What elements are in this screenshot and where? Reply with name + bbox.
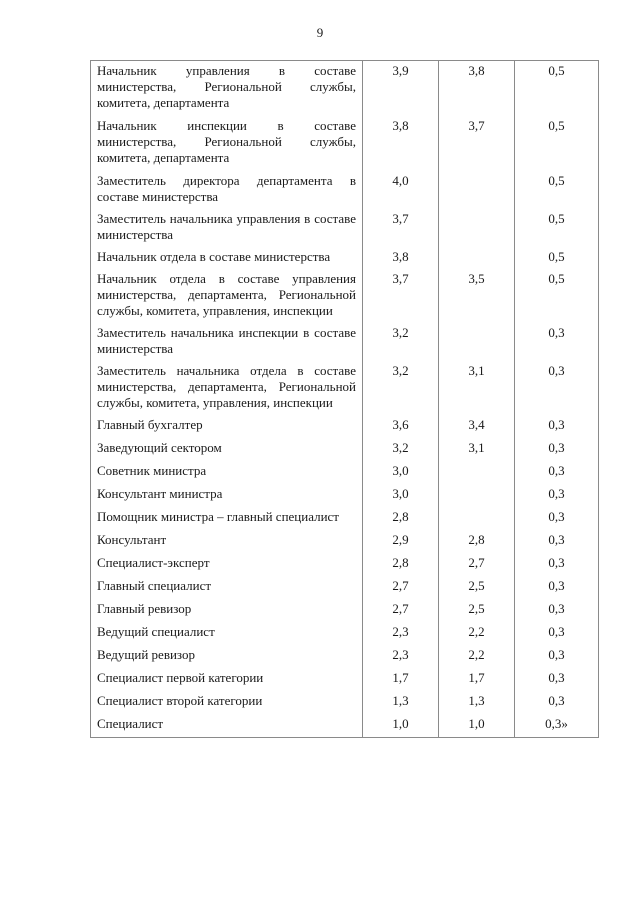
position-cell: Заместитель директора департамента в составе министерства bbox=[91, 171, 363, 209]
coefficient-3-cell: 0,3 bbox=[515, 599, 599, 622]
table-row bbox=[91, 622, 599, 645]
position-cell: Консультант министра bbox=[91, 484, 363, 507]
coefficient-1-cell: 1,3 bbox=[363, 691, 439, 714]
table-row bbox=[91, 530, 599, 553]
table-row bbox=[91, 576, 599, 599]
coefficient-1-cell: 3,7 bbox=[363, 269, 439, 323]
coefficient-1-cell: 2,9 bbox=[363, 530, 439, 553]
position-cell: Советник министра bbox=[91, 461, 363, 484]
coefficient-3-cell: 0,3 bbox=[515, 622, 599, 645]
coefficient-2-cell: 1,0 bbox=[439, 714, 515, 738]
page-number: 9 bbox=[316, 25, 324, 40]
coefficient-1-cell: 2,3 bbox=[363, 622, 439, 645]
position-cell: Помощник министра – главный специалист bbox=[91, 507, 363, 530]
coefficient-1-cell: 3,7 bbox=[363, 209, 439, 247]
position-cell: Ведущий специалист bbox=[91, 622, 363, 645]
coefficient-3-cell: 0,5 bbox=[515, 209, 599, 247]
coefficient-2-cell: 3,1 bbox=[439, 361, 515, 415]
coefficient-3-cell: 0,3 bbox=[515, 507, 599, 530]
coefficient-2-cell: 3,5 bbox=[439, 269, 515, 323]
table-row bbox=[91, 714, 599, 738]
coefficient-3-cell: 0,3 bbox=[515, 438, 599, 461]
coefficient-3-cell: 0,5 bbox=[515, 247, 599, 269]
table-row bbox=[91, 461, 599, 484]
position-cell: Главный специалист bbox=[91, 576, 363, 599]
coefficient-2-cell bbox=[439, 484, 515, 507]
coefficient-2-cell: 2,5 bbox=[439, 576, 515, 599]
coefficient-3-cell: 0,3 bbox=[515, 645, 599, 668]
coefficient-2-cell: 3,7 bbox=[439, 116, 515, 171]
position-cell: Заведующий сектором bbox=[91, 438, 363, 461]
positions-coefficients-table bbox=[90, 60, 599, 738]
coefficient-3-cell: 0,3 bbox=[515, 553, 599, 576]
coefficient-2-cell: 2,2 bbox=[439, 645, 515, 668]
table-row bbox=[91, 415, 599, 438]
table-row bbox=[91, 269, 599, 323]
coefficient-1-cell: 3,8 bbox=[363, 247, 439, 269]
coefficient-3-cell: 0,3 bbox=[515, 530, 599, 553]
position-cell: Консультант bbox=[91, 530, 363, 553]
coefficient-1-cell: 1,7 bbox=[363, 668, 439, 691]
coefficient-3-cell: 0,3» bbox=[515, 714, 599, 738]
table-row bbox=[91, 645, 599, 668]
table-row bbox=[91, 247, 599, 269]
table-row bbox=[91, 116, 599, 171]
position-cell: Специалист второй категории bbox=[91, 691, 363, 714]
coefficient-2-cell: 2,8 bbox=[439, 530, 515, 553]
table-row bbox=[91, 599, 599, 622]
coefficient-1-cell: 3,9 bbox=[363, 61, 439, 117]
position-cell: Специалист-эксперт bbox=[91, 553, 363, 576]
coefficient-1-cell: 3,8 bbox=[363, 116, 439, 171]
coefficient-3-cell: 0,5 bbox=[515, 269, 599, 323]
table-row bbox=[91, 438, 599, 461]
table-row bbox=[91, 668, 599, 691]
coefficient-2-cell: 2,2 bbox=[439, 622, 515, 645]
coefficient-3-cell: 0,5 bbox=[515, 61, 599, 117]
coefficient-2-cell bbox=[439, 247, 515, 269]
coefficient-1-cell: 3,6 bbox=[363, 415, 439, 438]
position-cell: Начальник отдела в составе управления министерства, департамента, Региональной службы, комитета, управления, инспекции bbox=[91, 269, 363, 323]
coefficient-3-cell: 0,3 bbox=[515, 484, 599, 507]
coefficient-3-cell: 0,3 bbox=[515, 415, 599, 438]
coefficient-2-cell bbox=[439, 209, 515, 247]
coefficient-1-cell: 2,8 bbox=[363, 507, 439, 530]
coefficient-2-cell bbox=[439, 507, 515, 530]
table-row bbox=[91, 361, 599, 415]
coefficient-2-cell: 3,8 bbox=[439, 61, 515, 117]
position-cell: Заместитель начальника инспекции в составе министерства bbox=[91, 323, 363, 361]
table-row bbox=[91, 209, 599, 247]
coefficient-3-cell: 0,3 bbox=[515, 323, 599, 361]
coefficient-1-cell: 2,3 bbox=[363, 645, 439, 668]
coefficient-2-cell: 3,4 bbox=[439, 415, 515, 438]
table-row bbox=[91, 61, 599, 117]
coefficient-3-cell: 0,5 bbox=[515, 116, 599, 171]
coefficient-1-cell: 2,7 bbox=[363, 599, 439, 622]
position-cell: Заместитель начальника отдела в составе министерства, департамента, Региональной службы, комитета, управления, инспекции bbox=[91, 361, 363, 415]
coefficient-2-cell: 1,3 bbox=[439, 691, 515, 714]
table-body bbox=[91, 61, 599, 738]
position-cell: Специалист bbox=[91, 714, 363, 738]
position-cell: Начальник инспекции в составе министерства, Региональной службы, комитета, департамента bbox=[91, 116, 363, 171]
position-cell: Специалист первой категории bbox=[91, 668, 363, 691]
coefficient-2-cell bbox=[439, 171, 515, 209]
coefficient-3-cell: 0,3 bbox=[515, 461, 599, 484]
position-cell: Главный бухгалтер bbox=[91, 415, 363, 438]
position-cell: Начальник отдела в составе министерства bbox=[91, 247, 363, 269]
coefficient-1-cell: 3,0 bbox=[363, 461, 439, 484]
position-cell: Ведущий ревизор bbox=[91, 645, 363, 668]
position-cell: Главный ревизор bbox=[91, 599, 363, 622]
coefficient-3-cell: 0,3 bbox=[515, 668, 599, 691]
coefficient-1-cell: 3,2 bbox=[363, 323, 439, 361]
table-row bbox=[91, 553, 599, 576]
position-cell: Начальник управления в составе министерства, Региональной службы, комитета, департамента bbox=[91, 61, 363, 117]
coefficient-1-cell: 2,8 bbox=[363, 553, 439, 576]
coefficient-1-cell: 2,7 bbox=[363, 576, 439, 599]
coefficient-1-cell: 3,0 bbox=[363, 484, 439, 507]
table-row bbox=[91, 484, 599, 507]
coefficient-2-cell bbox=[439, 461, 515, 484]
coefficient-2-cell: 1,7 bbox=[439, 668, 515, 691]
coefficient-3-cell: 0,3 bbox=[515, 691, 599, 714]
coefficient-1-cell: 3,2 bbox=[363, 438, 439, 461]
coefficient-2-cell: 2,7 bbox=[439, 553, 515, 576]
coefficient-3-cell: 0,3 bbox=[515, 361, 599, 415]
table-row bbox=[91, 507, 599, 530]
coefficient-1-cell: 3,2 bbox=[363, 361, 439, 415]
table-row bbox=[91, 171, 599, 209]
coefficient-2-cell bbox=[439, 323, 515, 361]
coefficient-3-cell: 0,3 bbox=[515, 576, 599, 599]
table-row bbox=[91, 323, 599, 361]
coefficient-1-cell: 1,0 bbox=[363, 714, 439, 738]
coefficient-1-cell: 4,0 bbox=[363, 171, 439, 209]
position-cell: Заместитель начальника управления в составе министерства bbox=[91, 209, 363, 247]
table-row bbox=[91, 691, 599, 714]
coefficient-3-cell: 0,5 bbox=[515, 171, 599, 209]
coefficient-2-cell: 2,5 bbox=[439, 599, 515, 622]
coefficient-2-cell: 3,1 bbox=[439, 438, 515, 461]
